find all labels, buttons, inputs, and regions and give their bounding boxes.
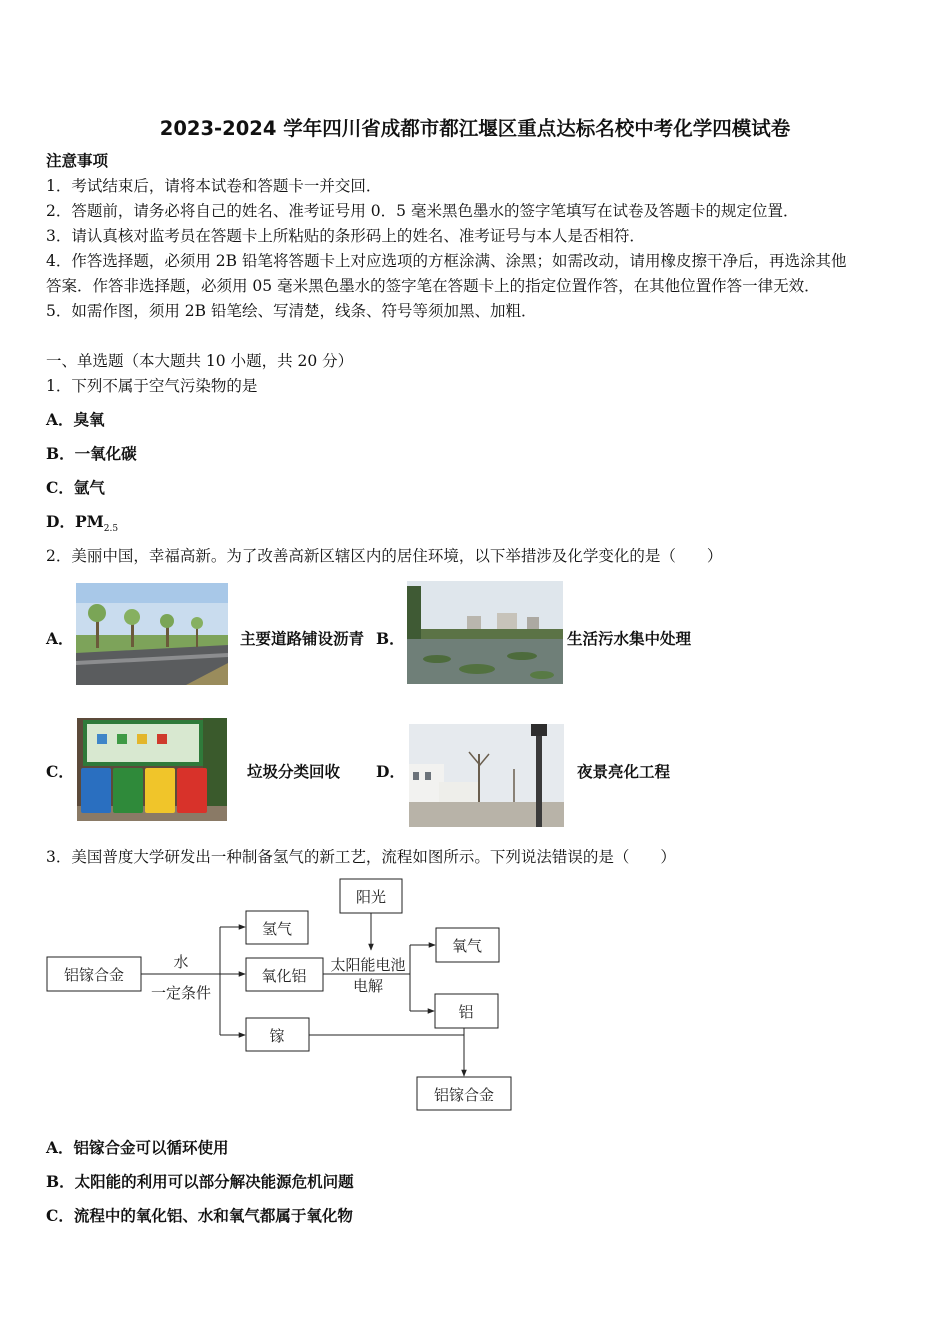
notice-heading: 注意事项 [46, 151, 109, 170]
sunlight-label: 阳光 [355, 888, 387, 906]
water-label: 水 [173, 953, 189, 971]
q2-label-a: A． [46, 629, 74, 648]
q1-option-d [46, 512, 118, 539]
alloy-output-label: 铝镓合金 [433, 1086, 495, 1104]
notice-item: 1．考试结束后，请将本试卷和答题卡一并交回． [46, 177, 382, 195]
recycling-bins-photo [77, 718, 227, 821]
gallium-label: 镓 [269, 1027, 285, 1045]
q2-label-d: D． [376, 762, 405, 781]
notice-item: 2．答题前，请务必将自己的姓名、准考证号用 0．5 毫米黑色墨水的签字笔填写在试卷及答题卡的规定位置． [46, 202, 799, 220]
electrolysis-label: 电解 [352, 977, 384, 995]
q2-text-c: 垃圾分类回收 [247, 762, 341, 781]
q2-text-b: 生活污水集中处理 [567, 629, 692, 648]
page-title: 2023-2024 学年四川省成都市都江堰区重点达标名校中考化学四模试卷 [159, 117, 791, 140]
q1-option-b: B．一氧化碳 [46, 444, 137, 463]
hydrogen-flow-diagram [40, 876, 520, 1116]
notice-item: 4．作答选择题，必须用 2B 铅笔将答题卡上对应选项的方框涂满、涂黑；如需改动，请用橡皮擦干净后，再选涂其他 [46, 252, 847, 270]
section-heading: 一、单选题（本大题共 10 小题，共 20 分） [46, 352, 354, 370]
oxygen-label: 氧气 [451, 937, 483, 955]
q2-label-b: B． [376, 629, 405, 648]
alumina-label: 氧化铝 [261, 967, 307, 985]
q1-option-d-subscript: 2.5 [103, 524, 119, 535]
road-photo [76, 583, 228, 685]
q1-option-a: A．臭氧 [46, 410, 105, 429]
pond-photo [407, 581, 563, 684]
streetlight-photo [409, 724, 564, 827]
notice-item: 5．如需作图，须用 2B 铅笔绘、写清楚，线条、符号等须加黑、加粗． [46, 302, 537, 320]
alloy-input-label: 铝镓合金 [63, 966, 125, 984]
q3-stem: 3．美国普度大学研发出一种制备氢气的新工艺，流程如图所示。下列说法错误的是（ ） [46, 848, 676, 866]
q2-text-a: 主要道路铺设沥青 [240, 629, 365, 648]
solar-cell-label: 太阳能电池 [330, 956, 406, 974]
q2-label-c: C． [46, 762, 74, 781]
notice-item: 3．请认真核对监考员在答题卡上所粘贴的条形码上的姓名、准考证号与本人是否相符． [46, 227, 645, 245]
q2-text-d: 夜景亮化工程 [577, 762, 671, 781]
notice-item: 答案．作答非选择题，必须用 05 毫米黑色墨水的签字笔在答题卡上的指定位置作答，在其他位置作答一律无效． [46, 277, 820, 295]
q2-stem: 2．美丽中国，幸福高新。为了改善高新区辖区内的居住环境，以下举措涉及化学变化的是（ ） [46, 547, 723, 565]
q1-stem: 1．下列不属于空气污染物的是 [46, 377, 258, 395]
condition-label: 一定条件 [150, 984, 212, 1002]
aluminum-label: 铝 [458, 1003, 474, 1021]
q3-option-a: A．铝镓合金可以循环使用 [46, 1138, 229, 1157]
q1-option-c: C．氩气 [46, 478, 105, 497]
q3-option-b: B．太阳能的利用可以部分解决能源危机问题 [46, 1172, 354, 1191]
q3-option-c: C．流程中的氧化铝、水和氧气都属于氧化物 [46, 1206, 353, 1225]
q1-option-d-text: D．PM [46, 512, 104, 531]
hydrogen-label: 氢气 [261, 920, 293, 938]
